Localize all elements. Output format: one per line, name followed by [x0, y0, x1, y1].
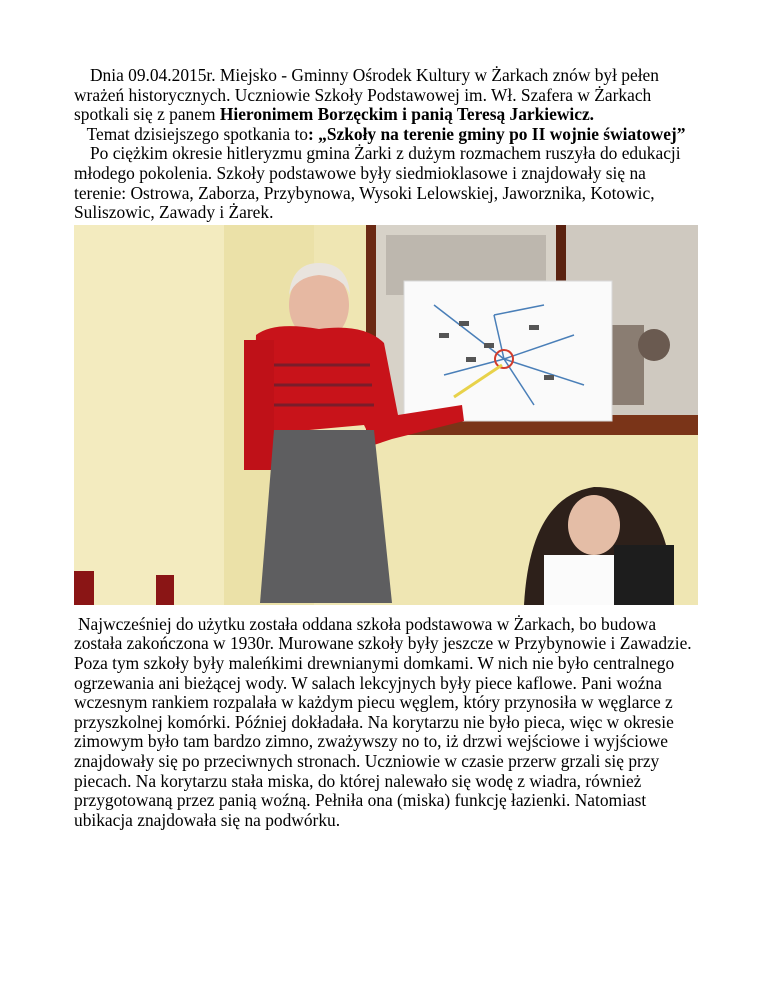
schools-paragraph: Najwcześniej do użytku została oddana szkoła podstawowa w Żarkach, bo budowa została zakończona w 1930r. Murowane szkoły były jeszcze w Przybynowie i Zawadzie. Poza tym szkoły były maleńkimi drewnianymi domkami. W nich nie było centralnego ogrzewania ani bieżącej wody. W salach lekcyjnych były piece kaflowe. Pani woźna wczesnym rankiem rozpalała w każdym piecu węglem, który przynosiła w węglarce z przyszkolnej komórki. Później dokładała. Na korytarzu nie było pieca, więc w okresie zimowym było tam bardzo zimno, zważywszy no to, iż drzwi wejściowe i wyjściowe znajdowały się po przeciwnych stronach. Uczniowie w czasie przerw grzali się przy piecach. Na korytarzu stała miska, do której nalewało się wodę z wiadra, również przygotowaną przez panią woźną. Pełniła ona (miska) funkcję łazienki. Natomiast ubikacja znajdowała się na podwórku.: [74, 613, 692, 830]
guest-names: Hieronimem Borzęckim i panią Teresą Jarkiewicz.: [219, 104, 595, 125]
presentation-photo: [74, 225, 698, 605]
document-page: [74, 66, 698, 830]
photo-presentation-icon: [74, 225, 698, 605]
intro-paragraph: [74, 66, 698, 125]
topic-line: [74, 125, 698, 145]
history-paragraph: Po ciężkim okresie hitleryzmu gmina Żarki z dużym rozmachem ruszyła do edukacji młodego pokolenia. Szkoły podstawowe były siedmioklasowe i znajdowały się na terenie: Ostrowa, Zaborza, Przybynowa, Wysoki Lelowskiej, Jaworznika, Kotowic, Suliszowic, Zawady i Żarek.: [74, 143, 681, 223]
topic-title: : „Szkoły na terenie gminy po II wojnie światowej”: [307, 123, 686, 144]
topic-prefix: Temat dzisiejszego spotkania to: [86, 123, 308, 144]
intro-text: Dnia 09.04.2015r. Miejsko - Gminny Ośrodek Kultury w Żarkach znów był pełen wrażeń historycznych. Uczniowie Szkoły Podstawowej im. Wł. Szafera w Żarkach spotkali się z panem: [74, 65, 659, 125]
